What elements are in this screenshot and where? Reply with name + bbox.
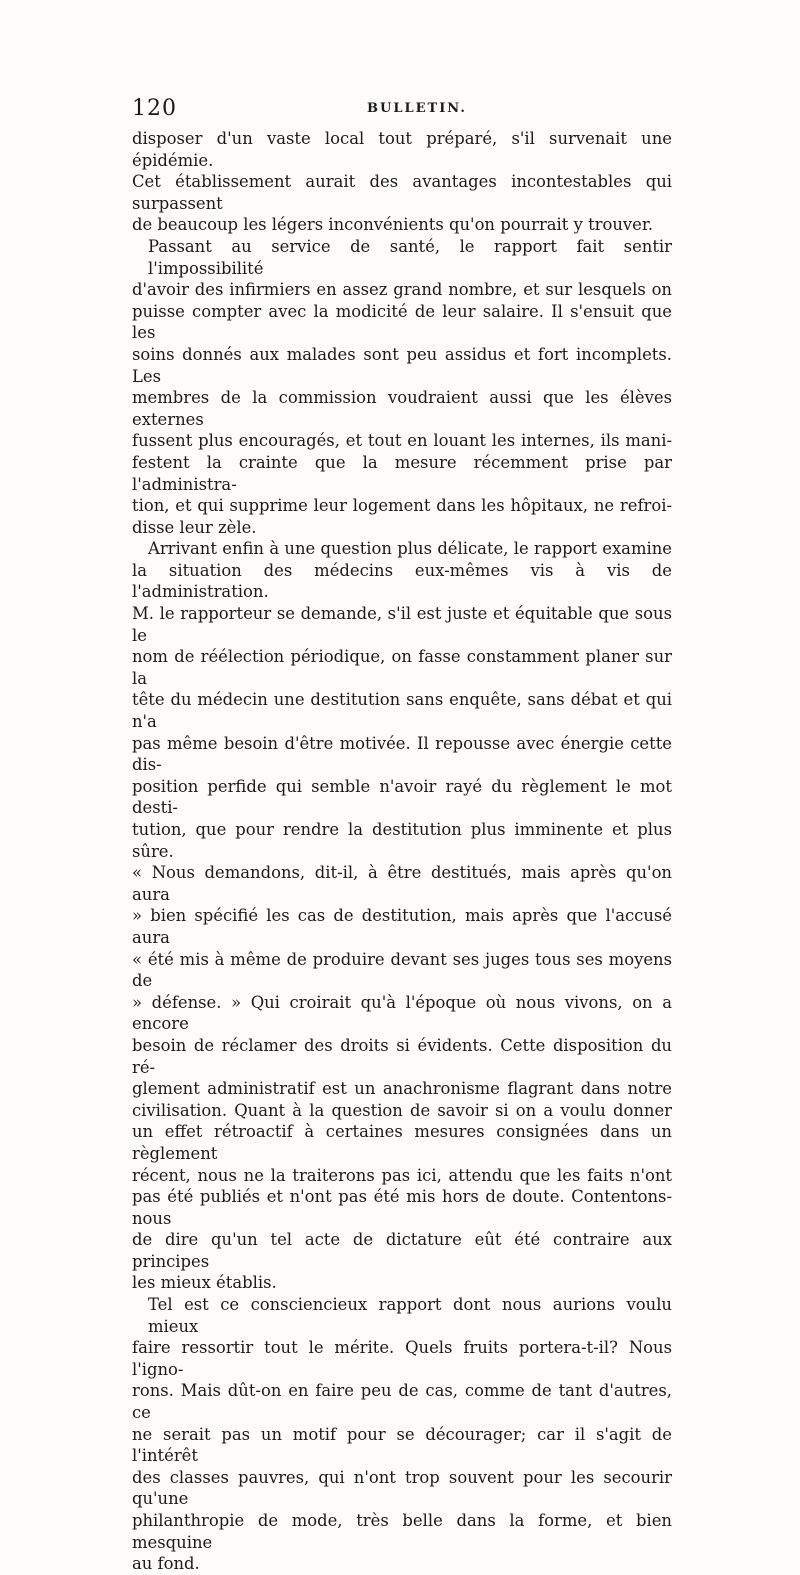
paragraph-4 bbox=[132, 1294, 672, 1575]
paragraph-2 bbox=[132, 236, 672, 538]
text-line: faire ressortir tout le mérite. Quels fruits portera-t-il? Nous l'igno- bbox=[132, 1338, 672, 1379]
text-line: des classes pauvres, qui n'ont trop souvent pour les secourir qu'une bbox=[132, 1467, 672, 1509]
text-line: glement administratif est un anachronisme flagrant dans notre bbox=[132, 1079, 672, 1099]
text-line: ne serait pas un motif pour se décourager; car il s'agit de l'intérêt bbox=[132, 1424, 672, 1466]
text-line: Cet établissement aurait des avantages incontestables qui surpassent bbox=[132, 172, 672, 213]
text-line: tion, et qui supprime leur logement dans les hôpitaux, ne refroi- bbox=[132, 496, 672, 516]
text-line: besoin de réclamer des droits si évidents. Cette disposition du ré- bbox=[132, 1035, 672, 1077]
text-line: rons. Mais dût-on en faire peu de cas, comme de tant d'autres, ce bbox=[132, 1381, 672, 1423]
running-title: BULLETIN. bbox=[367, 101, 467, 116]
text-line: nom de réélection périodique, on fasse constamment planer sur la bbox=[132, 647, 672, 688]
text-line: Arrivant enfin à une question plus délicate, le rapport examine bbox=[148, 539, 672, 559]
text-line: » bien spécifié les cas de destitution, mais après que l'accusé aura bbox=[132, 906, 672, 947]
page-number: 120 bbox=[132, 96, 177, 121]
text-line: de dire qu'un tel acte de dictature eût été contraire aux principes bbox=[132, 1230, 672, 1271]
text-line: d'avoir des infirmiers en assez grand nombre, et sur lesquels on bbox=[132, 280, 672, 300]
text-line: disposer d'un vaste local tout préparé, s'il survenait une épidémie. bbox=[132, 129, 672, 170]
text-line: » défense. » Qui croirait qu'à l'époque où nous vivons, on a encore bbox=[132, 992, 672, 1034]
text-line: position perfide qui semble n'avoir rayé du règlement le mot desti- bbox=[132, 776, 672, 818]
text-line: tête du médecin une destitution sans enquête, sans débat et qui n'a bbox=[132, 690, 672, 732]
text-line: philanthropie de mode, très belle dans la forme, et bien mesquine bbox=[132, 1511, 672, 1552]
text-line: les mieux établis. bbox=[132, 1273, 277, 1293]
paragraph-1 bbox=[132, 128, 672, 236]
text-line: membres de la commission voudraient aussi que les élèves externes bbox=[132, 388, 672, 429]
text-line: soins donnés aux malades sont peu assidus et fort incomplets. Les bbox=[132, 344, 672, 386]
text-line: festent la crainte que la mesure récemment prise par l'administra- bbox=[132, 452, 672, 494]
body-text bbox=[132, 128, 672, 1575]
text-line: un effet rétroactif à certaines mesures consignées dans un règlement bbox=[132, 1122, 672, 1163]
text-line: civilisation. Quant à la question de savoir si on a voulu donner bbox=[132, 1100, 672, 1120]
text-line: Tel est ce consciencieux rapport dont nous aurions voulu mieux bbox=[148, 1295, 672, 1336]
text-line: disse leur zèle. bbox=[132, 517, 257, 537]
text-line: pas même besoin d'être motivée. Il repousse avec énergie cette dis- bbox=[132, 733, 672, 775]
text-line: puisse compter avec la modicité de leur salaire. Il s'ensuit que les bbox=[132, 301, 672, 343]
text-line: fussent plus encouragés, et tout en louant les internes, ils mani- bbox=[132, 431, 672, 451]
text-line: M. le rapporteur se demande, s'il est juste et équitable que sous le bbox=[132, 604, 672, 645]
text-line: pas été publiés et n'ont pas été mis hors de doute. Contentons-nous bbox=[132, 1187, 672, 1228]
page-header bbox=[132, 96, 672, 122]
text-line: de beaucoup les légers inconvénients qu'on pourrait y trouver. bbox=[132, 215, 654, 235]
text-line: la situation des médecins eux-mêmes vis à vis de l'administration. bbox=[132, 560, 672, 602]
text-line: « été mis à même de produire devant ses juges tous ses moyens de bbox=[132, 949, 672, 991]
paragraph-3 bbox=[132, 538, 672, 1294]
text-line: récent, nous ne la traiterons pas ici, attendu que les faits n'ont bbox=[132, 1165, 672, 1185]
text-line: tution, que pour rendre la destitution plus imminente et plus sûre. bbox=[132, 820, 672, 861]
text-line: « Nous demandons, dit-il, à être destitués, mais après qu'on aura bbox=[132, 863, 672, 904]
text-line: Passant au service de santé, le rapport fait sentir l'impossibilité bbox=[148, 236, 672, 278]
text-line: au fond. bbox=[132, 1554, 200, 1574]
